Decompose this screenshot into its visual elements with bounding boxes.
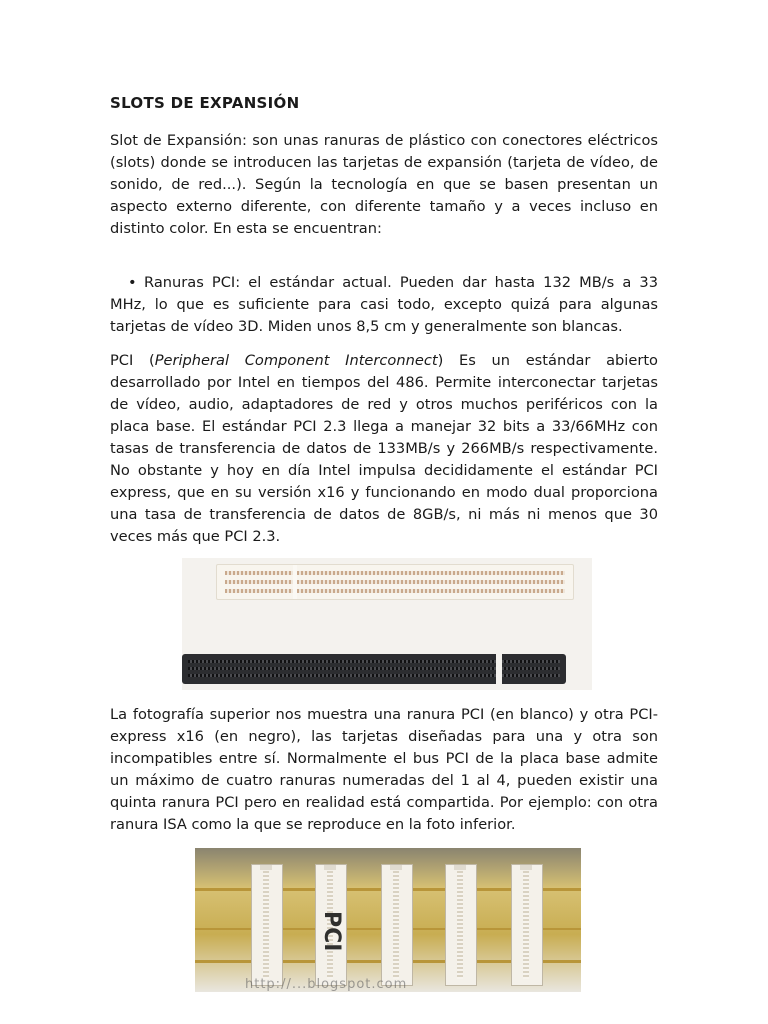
pci-acronym-expansion: Peripheral Component Interconnect: [154, 352, 438, 369]
motherboard-pci-slots-photo: [195, 848, 581, 992]
slot-groove: [457, 871, 463, 979]
pci-lead: PCI (: [110, 352, 155, 369]
pcie-x16-slot-black: [182, 654, 566, 684]
slot-groove: [523, 871, 529, 979]
board-pci-slot-3: [381, 864, 413, 986]
bullet-item-pci: [110, 272, 658, 338]
pci-vs-pcie-photo: [182, 558, 592, 690]
photo-watermark: http://...blogspot.com: [245, 977, 408, 992]
pci-pin-row: [225, 580, 565, 584]
slot-clip: [324, 865, 336, 870]
bullet-marker: •: [128, 274, 137, 291]
pcie-key-notch: [496, 654, 502, 684]
pcie-pin-row: [188, 667, 560, 670]
slot-clip: [260, 865, 272, 870]
bullet-text: Ranuras PCI: el estándar actual. Pueden dar hasta 132 MB/s a 33 MHz, lo que es suficiente para casi todo, excepto quizá para algunas tarjetas de vídeo 3D. Miden unos 8,5 cm y generalmente son blancas.: [110, 274, 658, 335]
pcie-pin-row: [188, 674, 560, 677]
board-pci-slot-4: [445, 864, 477, 986]
section-heading: SLOTS DE EXPANSIÓN: [110, 94, 300, 112]
slot-groove: [393, 871, 399, 979]
board-pci-slot-5: [511, 864, 543, 986]
pcie-pin-row: [188, 660, 560, 663]
pci-pin-row: [225, 571, 565, 575]
pci-slot-white: [216, 564, 574, 600]
slot-clip: [390, 865, 402, 870]
pci-key-notch: [293, 565, 297, 599]
intro-paragraph: Slot de Expansión: son unas ranuras de plástico con conectores eléctricos (slots) donde se introducen las tarjetas de expansión (tarjeta de vídeo, de sonido, de red...). Según la tecnología en que se basen presentan un aspecto externo diferente, con diferente tamaño y a veces incluso en distinto color. En esta se encuentran:: [110, 132, 658, 237]
slot-clip: [454, 865, 466, 870]
pci-paragraph: [110, 350, 658, 548]
slot-clip: [520, 865, 532, 870]
pci-pin-row: [225, 589, 565, 593]
photo-description-paragraph: La fotografía superior nos muestra una ranura PCI (en blanco) y otra PCI-express x16 (en negro), las tarjetas diseñadas para una y otra son incompatibles entre sí. Normalmente el bus PCI de la placa base admite un máximo de cuatro ranuras numeradas del 1 al 4, pueden existir una quinta ranura PCI pero en realidad está compartida. Por ejemplo: con otra ranura ISA como la que se reproduce en la foto inferior.: [110, 706, 658, 833]
board-silkscreen-label: PCI: [319, 911, 344, 952]
pci-body: ) Es un estándar abierto desarrollado por Intel en tiempos del 486. Permite interconectar tarjetas de vídeo, audio, adaptadores de red y otros muchos periféricos con la placa base. El estándar PCI 2.3 llega a manejar 32 bits a 33/66MHz con tasas de transferencia de datos de 133MB/s y 266MB/s respectivamente. No obstante y hoy en día Intel impulsa decididamente el estándar PCI express, que en su versión x16 y funcionando en modo dual proporciona una tasa de transferencia de datos de 8GB/s, ni más ni menos que 30 veces más que PCI 2.3.: [110, 352, 658, 545]
